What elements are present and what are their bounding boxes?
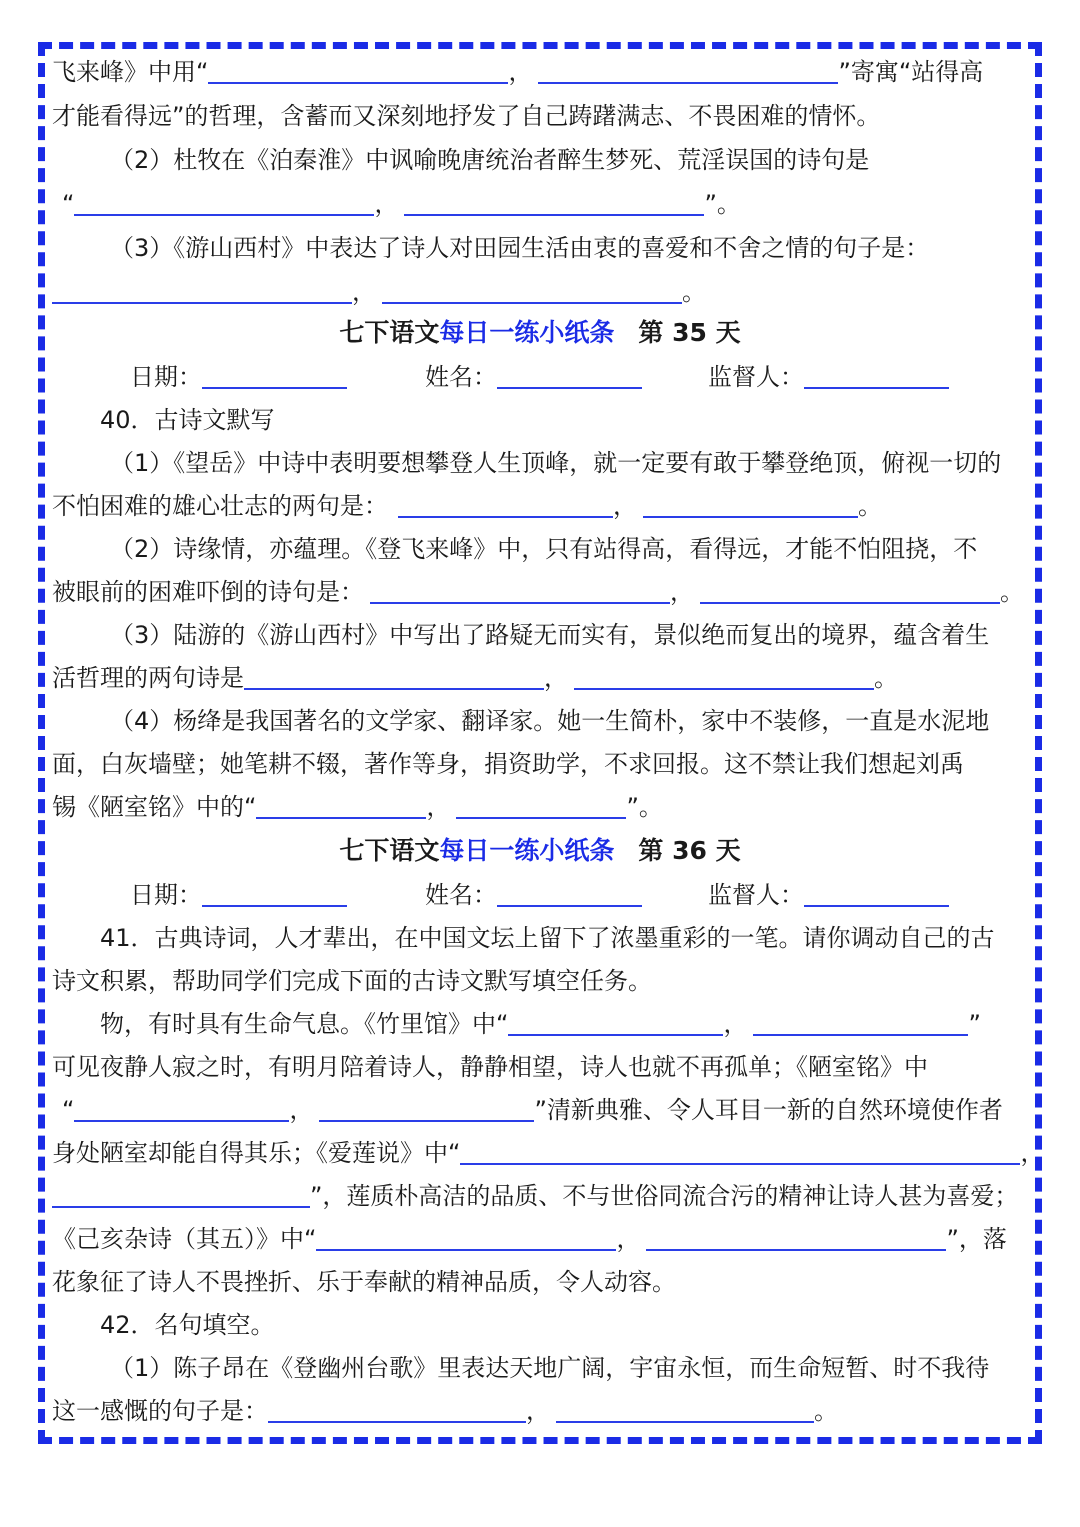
supervisor-blank[interactable] xyxy=(804,361,949,389)
text-line: 身处陋室却能自得其乐；《爱莲说》中“ ， xyxy=(52,1139,1045,1167)
section-title: 七下语文每日一练小纸条 第 36 天 xyxy=(339,836,741,865)
answer-blank[interactable] xyxy=(574,662,874,690)
text-line: 《己亥杂诗（其五）》中“ ， ”，落 xyxy=(52,1225,1007,1253)
text-line: （3）陆游的《游山西村》中写出了路疑无而实有，景似绝而复出的境界，蕴含着生 xyxy=(110,621,990,649)
answer-blank[interactable] xyxy=(456,791,626,819)
date-field: 日期： xyxy=(130,875,347,915)
question-title: 40．古诗文默写 xyxy=(100,406,275,434)
text-line: 这一感慨的句子是： ， 。 xyxy=(52,1397,838,1425)
date-blank[interactable] xyxy=(202,879,347,907)
supervisor-field: 监督人： xyxy=(708,875,949,915)
text-line: 锡《陋室铭》中的“ ， ”。 xyxy=(52,793,663,821)
answer-blank[interactable] xyxy=(52,1180,310,1208)
name-field: 姓名： xyxy=(425,357,642,397)
answer-blank[interactable] xyxy=(244,662,544,690)
answer-blank[interactable] xyxy=(556,1395,814,1423)
text-line: 可见夜静人寂之时，有明月陪着诗人，静静相望，诗人也就不再孤单；《陋室铭》中 xyxy=(52,1053,928,1081)
answer-blank[interactable] xyxy=(643,490,858,518)
name-blank[interactable] xyxy=(497,879,642,907)
text-line: （4）杨绛是我国著名的文学家、翻译家。她一生简朴，家中不装修，一直是水泥地 xyxy=(110,707,990,735)
answer-blank[interactable] xyxy=(538,56,838,84)
text-line: 诗文积累，帮助同学们完成下面的古诗文默写填空任务。 xyxy=(52,967,652,995)
name-field: 姓名： xyxy=(425,875,642,915)
text-line: （1）陈子昂在《登幽州台歌》里表达天地广阔，宇宙永恒，而生命短暂、时不我待 xyxy=(110,1354,990,1382)
answer-blank[interactable] xyxy=(700,576,1000,604)
answer-blank[interactable] xyxy=(404,188,704,216)
text-line: 41．古典诗词，人才辈出，在中国文坛上留下了浓墨重彩的一笔。请你调动自己的古 xyxy=(100,924,995,952)
answer-blank[interactable] xyxy=(52,276,352,304)
text-line: 飞来峰》中用“ ， ”寄寓“站得高 xyxy=(52,58,984,86)
answer-blank[interactable] xyxy=(208,56,508,84)
text-line: ”，莲质朴高洁的品质、不与世俗同流合污的精神让诗人甚为喜爱； xyxy=(52,1176,1032,1216)
answer-blank[interactable] xyxy=(508,1008,723,1036)
answer-blank[interactable] xyxy=(398,490,613,518)
name-blank[interactable] xyxy=(497,361,642,389)
text-line: “ ， ”。 xyxy=(62,190,741,218)
text-line: 活哲理的两句诗是 ， 。 xyxy=(52,664,898,692)
answer-blank[interactable] xyxy=(316,1223,616,1251)
text-line: 才能看得远”的哲理，含蓄而又深刻地抒发了自己踌躇满志、不畏困难的情怀。 xyxy=(52,102,881,130)
text-line: 面，白灰墙壁；她笔耕不辍，著作等身，捐资助学，不求回报。这不禁让我们想起刘禹 xyxy=(52,750,964,778)
date-blank[interactable] xyxy=(202,361,347,389)
answer-blank[interactable] xyxy=(74,1094,289,1122)
text-line: ， 。 xyxy=(52,272,1032,312)
section-title: 七下语文每日一练小纸条 第 35 天 xyxy=(339,318,741,347)
answer-blank[interactable] xyxy=(382,276,682,304)
text-line: 物，有时具有生命气息。《竹里馆》中“ ， ” xyxy=(100,1010,981,1038)
text-line: 花象征了诗人不畏挫折、乐于奉献的精神品质，令人动容。 xyxy=(52,1268,676,1296)
text-line: （1）《望岳》中诗中表明要想攀登人生顶峰，就一定要有敢于攀登绝顶，俯视一切的 xyxy=(110,449,1002,477)
answer-blank[interactable] xyxy=(460,1137,1020,1165)
text-line: （2）诗缘情，亦蕴理。《登飞来峰》中，只有站得高，看得远，才能不怕阻挠，不 xyxy=(110,535,978,563)
answer-blank[interactable] xyxy=(268,1395,526,1423)
answer-blank[interactable] xyxy=(646,1223,946,1251)
supervisor-field: 监督人： xyxy=(708,357,949,397)
text-line: 不怕困难的雄心壮志的两句是： ， 。 xyxy=(52,492,882,520)
question-title: 42．名句填空。 xyxy=(100,1311,275,1339)
answer-blank[interactable] xyxy=(319,1094,534,1122)
text-line: “ ， ”清新典雅、令人耳目一新的自然环境使作者 xyxy=(62,1096,1003,1124)
date-field: 日期： xyxy=(130,357,347,397)
answer-blank[interactable] xyxy=(74,188,374,216)
text-line: 被眼前的困难吓倒的诗句是： ， 。 xyxy=(52,578,1024,606)
supervisor-blank[interactable] xyxy=(804,879,949,907)
text-line: （3）《游山西村》中表达了诗人对田园生活由衷的喜爱和不舍之情的句子是： xyxy=(110,234,930,262)
answer-blank[interactable] xyxy=(370,576,670,604)
text-line: （2）杜牧在《泊秦淮》中讽喻晚唐统治者醉生梦死、荒淫误国的诗句是 xyxy=(110,146,870,174)
answer-blank[interactable] xyxy=(753,1008,968,1036)
answer-blank[interactable] xyxy=(256,791,426,819)
